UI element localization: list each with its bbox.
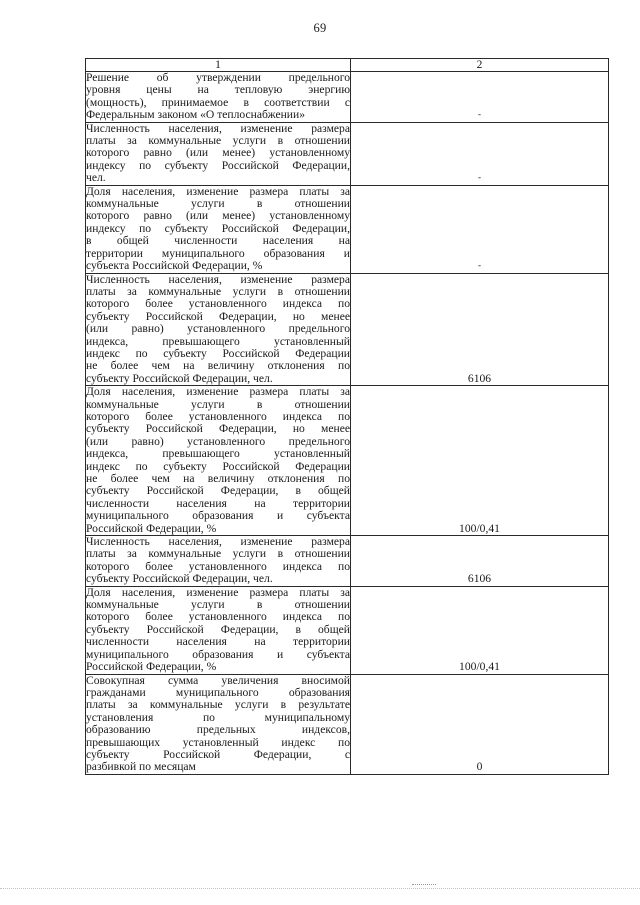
- text-line: территории муниципального образования и: [86, 246, 350, 260]
- row-value-cell: [351, 72, 609, 123]
- row-description: [86, 674, 351, 774]
- text-line: коммунальные услуги в отношении: [86, 197, 350, 211]
- text-line: установления по муниципальному: [86, 710, 350, 724]
- text-line: Федеральным законом «О теплоснабжении»: [86, 108, 306, 122]
- row-description: [86, 185, 351, 273]
- row-description: [86, 536, 351, 587]
- column-header: 1: [86, 59, 351, 72]
- table-row: [86, 72, 609, 123]
- row-value: -: [478, 259, 481, 270]
- text-line: субъекту Российской Федерации, с: [86, 747, 350, 761]
- text-line: индексу по субъекту Российской Федерации,: [86, 158, 350, 172]
- row-value: 100/0,41: [351, 386, 609, 536]
- page-number: 69: [313, 21, 327, 35]
- scan-artifact: [412, 884, 436, 886]
- text-line: Российской Федерации, %: [86, 521, 217, 535]
- text-line: платы за коммунальные услуги в результате: [86, 698, 350, 712]
- row-value: -: [478, 171, 481, 182]
- text-line: численности населения на территории: [86, 496, 350, 510]
- text-line: превышающих установленный индекс по: [86, 735, 350, 749]
- row-value: 6106: [351, 273, 609, 386]
- row-description: [86, 72, 351, 123]
- text-line: индекс по субъекту Российской Федерации: [86, 459, 350, 473]
- text-line: субъекту Российской Федерации, чел.: [86, 572, 273, 586]
- text-line: не более чем на величину отклонения по: [86, 359, 350, 373]
- row-description: [86, 386, 351, 536]
- text-line: (мощность), принимаемое в соответствии с: [86, 95, 350, 109]
- row-description: [86, 273, 351, 386]
- row-value-cell: [351, 122, 609, 185]
- text-line: субъекту Российской Федерации, в общей: [86, 622, 350, 636]
- text-line: субъекта Российской Федерации, %: [86, 259, 263, 273]
- row-description: [86, 586, 351, 674]
- table-header-row: [86, 59, 609, 72]
- text-line: коммунальные услуги в отношении: [86, 397, 350, 411]
- text-line: численности населения на территории: [86, 635, 350, 649]
- row-value: 100/0,41: [351, 586, 609, 674]
- text-line: Численность населения, изменение размера: [86, 535, 350, 549]
- text-line: платы за коммунальные услуги в отношении: [86, 284, 350, 298]
- table-row: [86, 586, 609, 674]
- text-line: разбивкой по месяцам: [86, 760, 196, 774]
- row-value: 6106: [351, 536, 609, 587]
- text-line: гражданами муниципального образования: [86, 685, 350, 699]
- text-line: платы за коммунальные услуги в отношении: [86, 547, 350, 561]
- table-row: [86, 273, 609, 386]
- column-header: 2: [351, 59, 609, 72]
- text-line: в общей численности населения на: [86, 234, 350, 248]
- text-line: субъекту Российской Федерации, чел.: [86, 371, 273, 385]
- text-line: субъекту Российской Федерации, в общей: [86, 484, 350, 498]
- row-value: 0: [351, 674, 609, 774]
- text-line: не более чем на величину отклонения по: [86, 472, 350, 485]
- text-line: платы за коммунальные услуги в отношении: [86, 134, 350, 148]
- row-description: [86, 122, 351, 185]
- text-line: которого равно (или менее) установленному: [86, 146, 350, 160]
- text-line: (или равно) установленного предельного: [86, 322, 350, 336]
- text-line: уровня цены на тепловую энергию: [86, 83, 350, 97]
- row-value: -: [478, 108, 481, 119]
- text-line: Совокупная сумма увеличения вносимой: [86, 673, 350, 687]
- text-line: коммунальные услуги в отношении: [86, 598, 350, 612]
- text-line: Численность населения, изменение размера: [86, 272, 350, 286]
- text-line: муниципального образования и субъекта: [86, 647, 350, 661]
- text-line: которого более установленного индекса по: [86, 297, 350, 311]
- text-line: которого равно (или менее) установленному: [86, 209, 350, 223]
- text-line: Доля населения, изменение размера платы за: [86, 585, 350, 599]
- text-line: чел.: [86, 171, 106, 185]
- text-line: субъекту Российской Федерации, но менее: [86, 422, 350, 436]
- text-line: Российской Федерации, %: [86, 660, 217, 674]
- table-row: [86, 536, 609, 587]
- row-value-cell: [351, 185, 609, 273]
- text-line: которого более установленного индекса по: [86, 409, 350, 423]
- table-row: [86, 185, 609, 273]
- text-line: индекс по субъекту Российской Федерации: [86, 346, 350, 360]
- table-row: [86, 386, 609, 536]
- text-line: Решение об утверждении предельного: [86, 71, 350, 84]
- text-line: Доля населения, изменение размера платы за: [86, 184, 350, 198]
- text-line: индекса, превышающего установленный: [86, 447, 350, 461]
- text-line: муниципального образования и субъекта: [86, 509, 350, 523]
- text-line: которого более установленного индекса по: [86, 559, 350, 573]
- text-line: образованию предельных индексов,: [86, 723, 350, 737]
- text-line: индекса, превышающего установленный: [86, 334, 350, 348]
- scan-edge-artifact: [0, 888, 640, 890]
- text-line: субъекту Российской Федерации, но менее: [86, 309, 350, 323]
- text-line: которого более установленного индекса по: [86, 610, 350, 624]
- table-row: [86, 122, 609, 185]
- table-row: [86, 674, 609, 774]
- text-line: Доля населения, изменение размера платы за: [86, 385, 350, 399]
- data-table: [85, 58, 609, 775]
- text-line: Численность населения, изменение размера: [86, 121, 350, 135]
- text-line: индексу по субъекту Российской Федерации,: [86, 221, 350, 235]
- text-line: (или равно) установленного предельного: [86, 434, 350, 448]
